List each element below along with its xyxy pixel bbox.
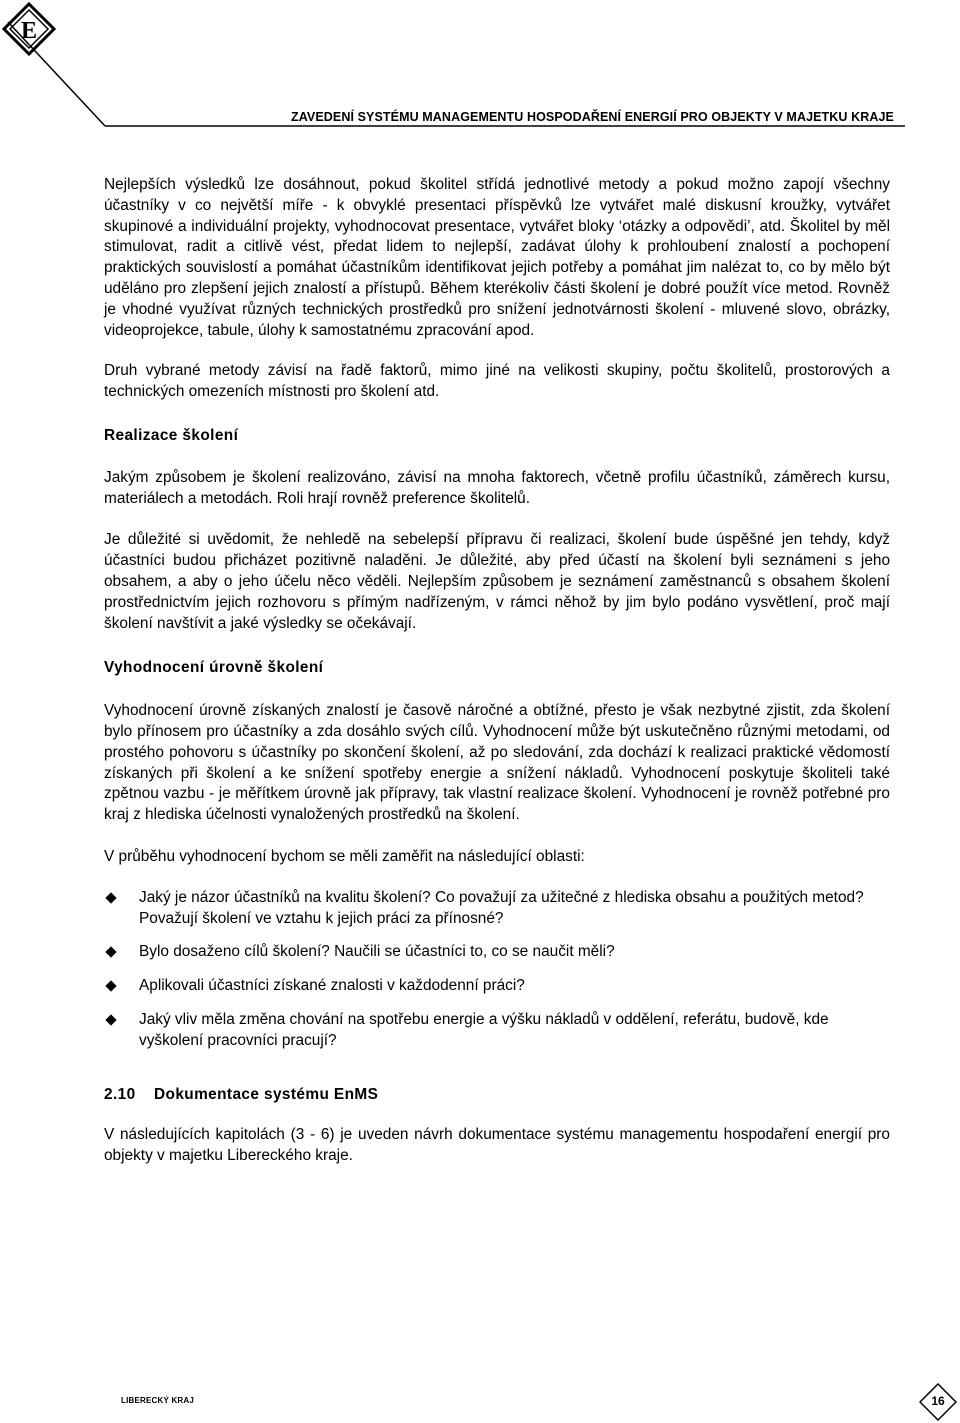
paragraph: Vyhodnocení úrovně získaných znalostí je časově náročné a obtížné, přesto je však nezbytné zjistit, zda školení bylo přínosem pro účastníky a zda dosáhlo svých cílů. Vyhodnocení může být uskutečněno různými metodami, od prostého pohovoru s účastníky po skončení školení, až po sledování, zda dochází k realizaci praktické vědomostí získaných při školení a ke snížení spotřeby energie a snížení nákladů. Vyhodnocení poskytuje školiteli také zpětnou vazbu - je měřítkem úrovně jak přípravy, tak vlastní realizace školení. Vyhodnocení je rovněž potřebné pro kraj z hlediska účelnosti vynaložených prostředků na školení. [104, 702, 890, 824]
paragraph: Jakým způsobem je školení realizováno, závisí na mnoha faktorech, včetně profilu účastníků, záměrech kursu, materiálech a metodách. Roli hrají rovněž preference školitelů. [104, 468, 890, 507]
bullet-diamond-icon [105, 980, 116, 991]
bullet-list [104, 888, 890, 1052]
list-item [104, 942, 890, 963]
paragraph: Nejlepších výsledků lze dosáhnout, pokud školitel střídá jednotlivé metody a pokud možno zapojí všechny účastníky v co největší míře - k obvyklé presentaci příspěvků lze vytvářet malé diskusní kroužky, vytvářet skupinové a individuální projekty, vyhodnocovat presentace, vytvářet bloky ‘otázky a odpovědi’, atd. Školitel by měl stimulovat, radit a citlivě vést, předat lidem to nejlepší, zadávat úlohy k prohloubení znalostí a pochopení praktických souvislostí a pomáhat účastníkům identifikovat jejich potřeby a pomáhat jim nalézat to, co by mělo být uděláno pro zlepšení jejich znalostí a přístupů. Během kterékoliv části školení je dobré použít více metod. Rovněž je vhodné využívat různých technických prostředků pro snížení jednotvárnosti školení - mluvené slovo, obrázky, videoprojekce, tabule, úlohy k samostatnému zpracování apod. [104, 176, 890, 339]
bullet-diamond-icon [105, 1014, 116, 1025]
bullet-diamond-icon [105, 892, 116, 903]
paragraph: V následujících kapitolách (3 - 6) je uveden návrh dokumentace systému managementu hospodaření energií pro objekty v majetku Libereckého kraje. [104, 1126, 890, 1165]
section-title: Dokumentace systému EnMS [154, 1085, 379, 1103]
list-item [104, 888, 890, 930]
header-title: ZAVEDENÍ SYSTÉMU MANAGEMENTU HOSPODAŘENÍ ENERGIÍ PRO OBJEKTY V MAJETKU KRAJE [290, 110, 894, 124]
list-item [104, 1010, 890, 1052]
footer-organization: LIBERECKÝ KRAJ [121, 1396, 195, 1405]
list-item [104, 976, 890, 997]
paragraph: Druh vybrané metody závisí na řadě faktorů, mimo jiné na velikosti skupiny, počtu školitelů, prostorových a technických omezeních místnosti pro školení atd. [104, 362, 890, 401]
list-item-text: Jaký vliv měla změna chování na spotřebu energie a výšku nákladů v oddělení, referátu, budově, kde vyškolení pracovníci pracují? [139, 1010, 829, 1049]
svg-text:E: E [20, 18, 38, 44]
bullet-diamond-icon [105, 947, 116, 958]
section-number: 2.10 [104, 1085, 136, 1103]
page-number: 16 [931, 1394, 945, 1408]
list-item-text: Jaký je názor účastníků na kvalitu školení? Co považují za užitečné z hlediska obsahu a použitých metod? Považují školení ve vztahu k jejich práci za přínosné? [139, 888, 864, 927]
paragraph: V průběhu vyhodnocení bychom se měli zaměřit na následující oblasti: [104, 847, 585, 865]
list-item-text: Aplikovali účastníci získané znalosti v každodenní práci? [139, 977, 525, 995]
document-body [104, 175, 890, 1167]
list-item-text: Bylo dosaženo cílů školení? Naučili se účastníci to, co se naučit měli? [139, 943, 615, 961]
paragraph: Je důležité si uvědomit, že nehledě na sebelepší přípravu či realizaci, školení bude úspěšné jen tehdy, když účastníci budou přicházet pozitivně naladěni. Je důležité, aby před účastí na školení byli seznámeni s jeho obsahem, a aby o jeho účelu něco věděli. Nejlepším způsobem je seznámení zaměstnanců s obsahem školení prostřednictvím jejich rozhovoru s přímým nadřízeným, v rámci něhož by jim bylo podáno vysvětlení, proč mají školení navštívit a jaké výsledky se očekávají. [104, 531, 890, 632]
subheading-realizace: Realizace školení [104, 426, 239, 444]
section-heading [104, 1085, 890, 1106]
subheading-vyhodnoceni: Vyhodnocení úrovně školení [104, 659, 324, 677]
